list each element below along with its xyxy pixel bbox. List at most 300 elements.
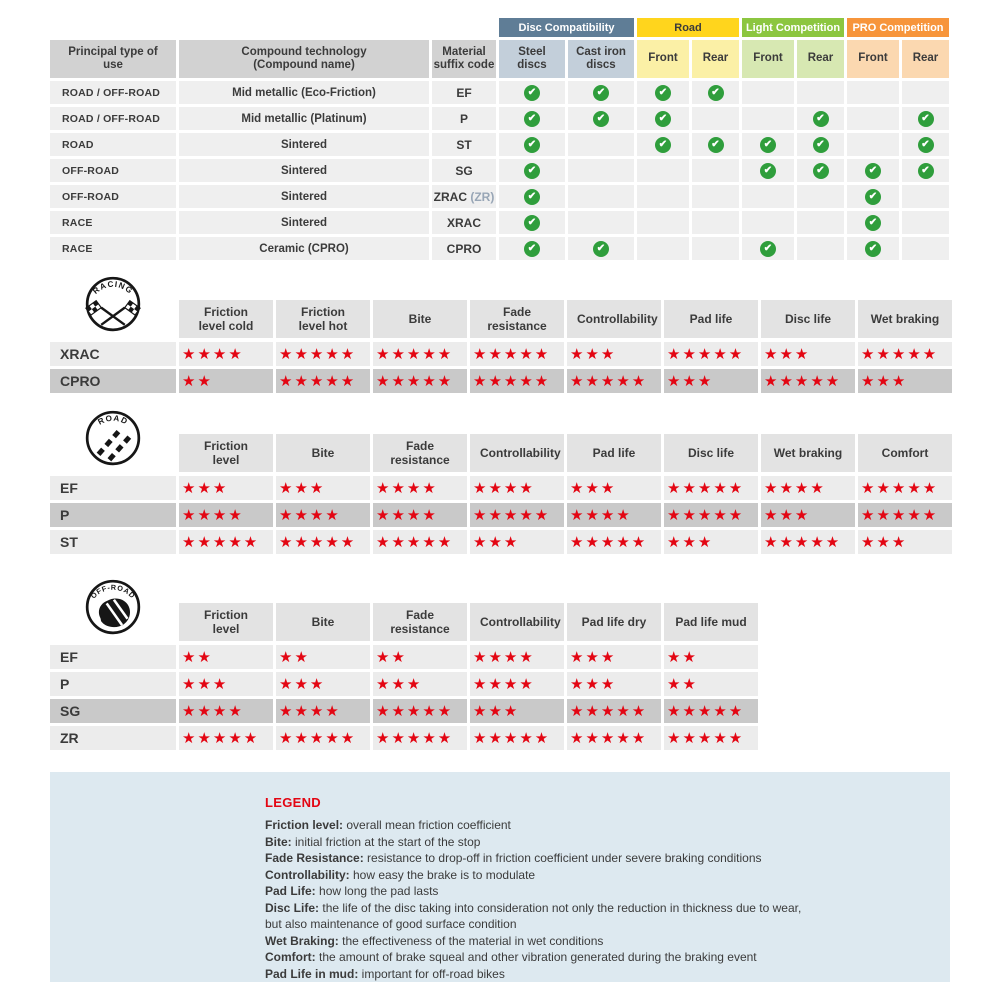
offroad-mud-icon bbox=[84, 578, 142, 636]
legend-item bbox=[265, 850, 920, 867]
legend-term: Friction level: bbox=[265, 818, 347, 832]
racing-icon-label: RACING bbox=[91, 279, 135, 296]
check-cell bbox=[637, 185, 689, 208]
svg-text:OFF-ROAD bbox=[89, 583, 138, 601]
legend-term: Comfort: bbox=[265, 950, 319, 964]
star-rating: ★★★★★ bbox=[470, 342, 564, 366]
rating-column-header bbox=[664, 434, 758, 472]
header-label: Cast iron discs bbox=[576, 45, 626, 71]
star-rating: ★★ bbox=[664, 672, 758, 696]
check-cell bbox=[499, 107, 565, 130]
check-cell bbox=[742, 159, 794, 182]
header-label: Friction level bbox=[204, 607, 248, 636]
racing-table bbox=[50, 300, 949, 393]
header-label: Controllability bbox=[577, 311, 658, 326]
check-cell bbox=[742, 107, 794, 130]
check-cell bbox=[692, 159, 739, 182]
compound-cell: Sintered bbox=[179, 133, 429, 156]
check-cell bbox=[797, 81, 844, 104]
star-rating: ★★★★★ bbox=[276, 726, 370, 750]
table-row bbox=[50, 530, 949, 554]
legend-item bbox=[265, 883, 920, 900]
legend-desc: overall mean friction coefficient bbox=[346, 818, 511, 832]
check-icon: ✔ bbox=[655, 85, 671, 101]
check-icon: ✔ bbox=[865, 163, 881, 179]
header-label: Pad life dry bbox=[581, 614, 647, 629]
legend-items bbox=[265, 817, 920, 982]
offroad-icon-label: OFF-ROAD bbox=[88, 582, 138, 601]
star-rating: ★★★ bbox=[179, 476, 273, 500]
code-cell bbox=[432, 237, 496, 260]
road-table bbox=[50, 434, 949, 554]
check-cell bbox=[637, 159, 689, 182]
row-label: XRAC bbox=[50, 342, 176, 366]
star-rating: ★★★★★ bbox=[858, 503, 952, 527]
table-row bbox=[50, 185, 949, 208]
road-icon-label: ROAD bbox=[96, 413, 130, 427]
header-label: Front bbox=[648, 52, 678, 65]
star-rating: ★★★★★ bbox=[761, 369, 855, 393]
compat-subheader-disc bbox=[568, 40, 634, 78]
check-cell bbox=[568, 81, 634, 104]
star-rating: ★★★★ bbox=[373, 503, 467, 527]
table-row bbox=[50, 672, 949, 696]
check-icon: ✔ bbox=[524, 241, 540, 257]
check-cell bbox=[692, 107, 739, 130]
check-icon: ✔ bbox=[865, 189, 881, 205]
check-cell bbox=[902, 159, 949, 182]
header-label: Material suffix code bbox=[433, 45, 495, 71]
row-label: ST bbox=[50, 530, 176, 554]
legend-item bbox=[265, 834, 920, 851]
check-cell bbox=[637, 81, 689, 104]
rating-column-header bbox=[179, 300, 273, 338]
header-label: Controllability bbox=[480, 445, 561, 460]
check-cell bbox=[902, 81, 949, 104]
table-row bbox=[50, 211, 949, 234]
legend-item bbox=[265, 900, 920, 917]
legend-desc: initial friction at the start of the stop bbox=[295, 834, 481, 849]
compound-cell: Mid metallic (Platinum) bbox=[179, 107, 429, 130]
compound-cell: Sintered bbox=[179, 159, 429, 182]
header-label: Friction level bbox=[204, 438, 248, 467]
compat-column-header bbox=[432, 40, 496, 78]
star-rating: ★★★★★ bbox=[373, 369, 467, 393]
check-cell bbox=[499, 133, 565, 156]
rating-column-header bbox=[470, 603, 564, 641]
rating-column-header bbox=[567, 300, 661, 338]
table-row bbox=[50, 81, 949, 104]
table-row bbox=[50, 133, 949, 156]
check-cell bbox=[847, 81, 899, 104]
check-cell bbox=[847, 133, 899, 156]
header-label: Pad life bbox=[689, 311, 733, 326]
check-cell bbox=[568, 133, 634, 156]
check-cell bbox=[499, 211, 565, 234]
star-rating: ★★★ bbox=[567, 645, 661, 669]
check-icon: ✔ bbox=[918, 111, 934, 127]
use-cell: OFF-ROAD bbox=[50, 159, 176, 182]
check-icon: ✔ bbox=[524, 85, 540, 101]
header-label: Controllability bbox=[480, 614, 561, 629]
table-row bbox=[50, 503, 949, 527]
header-label: Wet braking bbox=[870, 311, 940, 326]
check-cell bbox=[568, 185, 634, 208]
table-row bbox=[50, 476, 949, 500]
check-icon: ✔ bbox=[593, 85, 609, 101]
compat-subheader-row bbox=[50, 40, 949, 78]
star-rating: ★★★ bbox=[858, 530, 952, 554]
check-cell bbox=[797, 159, 844, 182]
check-icon: ✔ bbox=[655, 137, 671, 153]
compat-subheader-road bbox=[692, 40, 739, 78]
star-rating: ★★ bbox=[373, 645, 467, 669]
header-label: Rear bbox=[912, 52, 939, 65]
star-rating: ★★★★ bbox=[179, 503, 273, 527]
legend-desc: the life of the disc taking into consideration not only the reduction in thickness due to wear, bbox=[322, 900, 802, 915]
check-cell bbox=[902, 185, 949, 208]
header-label: Wet braking bbox=[773, 445, 843, 460]
rating-header-row bbox=[50, 300, 949, 338]
check-icon: ✔ bbox=[593, 111, 609, 127]
compound-cell: Ceramic (CPRO) bbox=[179, 237, 429, 260]
star-rating: ★★★★★ bbox=[470, 369, 564, 393]
star-rating: ★★★★★ bbox=[567, 699, 661, 723]
rating-column-header bbox=[664, 603, 758, 641]
star-rating: ★★★★★ bbox=[276, 369, 370, 393]
compat-body bbox=[50, 81, 949, 260]
legend-desc: but also maintenance of good surface condition bbox=[265, 917, 517, 931]
check-cell bbox=[637, 237, 689, 260]
compat-subheader-pro bbox=[847, 40, 899, 78]
rating-column-header bbox=[470, 434, 564, 472]
legend-item bbox=[265, 949, 920, 966]
compound-cell: Mid metallic (Eco-Friction) bbox=[179, 81, 429, 104]
star-rating: ★★ bbox=[276, 645, 370, 669]
check-cell bbox=[499, 185, 565, 208]
compat-group-header-row bbox=[50, 18, 949, 37]
star-rating: ★★★★★ bbox=[179, 530, 273, 554]
check-icon: ✔ bbox=[865, 241, 881, 257]
compat-group-spacer bbox=[50, 18, 496, 37]
legend-term: Wet Braking: bbox=[265, 933, 343, 948]
check-cell bbox=[742, 133, 794, 156]
table-row bbox=[50, 107, 949, 130]
rating-column-header bbox=[373, 300, 467, 338]
star-rating: ★★★ bbox=[567, 342, 661, 366]
check-cell bbox=[568, 159, 634, 182]
header-label: Fade resistance bbox=[390, 438, 450, 467]
check-cell bbox=[568, 237, 634, 260]
star-rating: ★★★ bbox=[179, 672, 273, 696]
rating-column-header bbox=[276, 434, 370, 472]
star-rating: ★★★★ bbox=[470, 476, 564, 500]
star-rating: ★★★ bbox=[567, 476, 661, 500]
check-cell bbox=[742, 237, 794, 260]
rating-column-header bbox=[761, 300, 855, 338]
rating-column-header bbox=[858, 300, 952, 338]
table-row bbox=[50, 159, 949, 182]
header-label: Disc life bbox=[687, 445, 735, 460]
table-row bbox=[50, 726, 949, 750]
star-rating: ★★★★★ bbox=[858, 342, 952, 366]
check-cell bbox=[797, 211, 844, 234]
check-icon: ✔ bbox=[760, 163, 776, 179]
check-cell bbox=[499, 81, 565, 104]
offroad-table bbox=[50, 603, 949, 750]
header-label: Steel discs bbox=[517, 45, 547, 71]
legend-term: Disc Life: bbox=[265, 900, 323, 915]
road-dashes-icon bbox=[84, 409, 142, 467]
rating-column-header bbox=[567, 603, 661, 641]
check-cell bbox=[637, 211, 689, 234]
rating-column-header bbox=[470, 300, 564, 338]
header-label: Front bbox=[753, 52, 783, 65]
legend-desc: the effectiveness of the material in wet conditions bbox=[342, 933, 604, 948]
check-cell bbox=[637, 133, 689, 156]
check-icon: ✔ bbox=[524, 163, 540, 179]
star-rating: ★★★★★ bbox=[858, 476, 952, 500]
rating-column-header bbox=[179, 434, 273, 472]
header-label: Disc life bbox=[784, 311, 832, 326]
star-rating: ★★★ bbox=[470, 699, 564, 723]
star-rating: ★★★ bbox=[567, 672, 661, 696]
row-label: EF bbox=[50, 476, 176, 500]
use-cell: ROAD bbox=[50, 133, 176, 156]
star-rating: ★★★★★ bbox=[664, 476, 758, 500]
header-label: Friction level hot bbox=[298, 304, 348, 333]
check-cell bbox=[847, 159, 899, 182]
check-cell bbox=[499, 159, 565, 182]
road-section bbox=[50, 413, 949, 557]
header-label: Pad life bbox=[592, 445, 636, 460]
code-text: EF bbox=[456, 85, 472, 100]
table-row bbox=[50, 645, 949, 669]
use-cell: ROAD / OFF-ROAD bbox=[50, 81, 176, 104]
star-rating: ★★★★★ bbox=[276, 530, 370, 554]
check-cell bbox=[902, 211, 949, 234]
star-rating: ★★★★ bbox=[373, 476, 467, 500]
group-header-pro: PRO Competition bbox=[847, 18, 949, 37]
header-label: Bite bbox=[408, 311, 432, 326]
check-cell bbox=[847, 107, 899, 130]
compat-column-header bbox=[179, 40, 429, 78]
header-label: Pad life mud bbox=[675, 614, 747, 629]
star-rating: ★★★★ bbox=[276, 699, 370, 723]
check-cell bbox=[847, 211, 899, 234]
star-rating: ★★ bbox=[664, 645, 758, 669]
rating-column-header bbox=[276, 300, 370, 338]
header-label: Friction level cold bbox=[198, 304, 254, 333]
star-rating: ★★★★★ bbox=[373, 699, 467, 723]
header-label: Bite bbox=[311, 614, 335, 629]
check-cell bbox=[692, 185, 739, 208]
check-cell bbox=[797, 185, 844, 208]
star-rating: ★★★★★ bbox=[470, 726, 564, 750]
check-icon: ✔ bbox=[813, 111, 829, 127]
rating-column-header bbox=[276, 603, 370, 641]
check-cell bbox=[902, 133, 949, 156]
check-cell bbox=[797, 107, 844, 130]
header-label: Bite bbox=[311, 445, 335, 460]
check-cell bbox=[499, 237, 565, 260]
group-header-light: Light Competition bbox=[742, 18, 844, 37]
rating-column-header bbox=[858, 434, 952, 472]
star-rating: ★★★ bbox=[761, 503, 855, 527]
star-rating: ★★ bbox=[179, 645, 273, 669]
star-rating: ★★★★ bbox=[761, 476, 855, 500]
star-rating: ★★★ bbox=[276, 476, 370, 500]
star-rating: ★★★ bbox=[761, 342, 855, 366]
check-icon: ✔ bbox=[813, 163, 829, 179]
code-cell bbox=[432, 159, 496, 182]
legend-item bbox=[265, 867, 920, 884]
legend-item bbox=[265, 966, 920, 983]
group-header-road: Road bbox=[637, 18, 739, 37]
row-label: CPRO bbox=[50, 369, 176, 393]
rating-header-row bbox=[50, 434, 949, 472]
use-cell: OFF-ROAD bbox=[50, 185, 176, 208]
code-cell bbox=[432, 211, 496, 234]
group-header-disc: Disc Compatibility bbox=[499, 18, 634, 37]
check-icon: ✔ bbox=[760, 137, 776, 153]
check-cell bbox=[742, 211, 794, 234]
racing-flags-icon bbox=[84, 275, 142, 333]
header-label: Front bbox=[858, 52, 888, 65]
row-label: P bbox=[50, 503, 176, 527]
header-label: Rear bbox=[807, 52, 834, 65]
rating-column-header bbox=[664, 300, 758, 338]
use-cell: ROAD / OFF-ROAD bbox=[50, 107, 176, 130]
check-icon: ✔ bbox=[708, 85, 724, 101]
star-rating: ★★★ bbox=[858, 369, 952, 393]
star-rating: ★★★★★ bbox=[276, 342, 370, 366]
rating-header-row bbox=[50, 603, 949, 641]
code-text: ZRAC bbox=[433, 189, 467, 204]
star-rating: ★★★★★ bbox=[567, 530, 661, 554]
rating-column-header bbox=[179, 603, 273, 641]
check-icon: ✔ bbox=[865, 215, 881, 231]
offroad-section bbox=[50, 582, 949, 753]
header-label: Fade resistance bbox=[487, 304, 547, 333]
legend-term: Pad Life: bbox=[265, 884, 320, 898]
check-cell bbox=[692, 237, 739, 260]
star-rating: ★★★★★ bbox=[373, 530, 467, 554]
check-cell bbox=[847, 237, 899, 260]
code-text: XRAC bbox=[446, 215, 481, 230]
compatibility-table bbox=[50, 18, 949, 263]
code-text: SG bbox=[455, 163, 473, 178]
code-cell bbox=[432, 185, 496, 208]
code-cell bbox=[432, 133, 496, 156]
row-label: ZR bbox=[50, 726, 176, 750]
header-label: Rear bbox=[702, 52, 729, 65]
legend-item bbox=[265, 817, 920, 834]
row-label: SG bbox=[50, 699, 176, 723]
rating-column-header bbox=[567, 434, 661, 472]
code-text: P bbox=[459, 111, 468, 126]
check-cell bbox=[637, 107, 689, 130]
star-rating: ★★★ bbox=[373, 672, 467, 696]
row-label: EF bbox=[50, 645, 176, 669]
check-cell bbox=[902, 237, 949, 260]
check-cell bbox=[692, 211, 739, 234]
rating-column-header bbox=[373, 603, 467, 641]
legend-item bbox=[265, 933, 920, 950]
star-rating: ★★★★ bbox=[276, 503, 370, 527]
star-rating: ★★★ bbox=[470, 530, 564, 554]
check-icon: ✔ bbox=[708, 137, 724, 153]
check-cell bbox=[692, 81, 739, 104]
legend-term: Fade Resistance: bbox=[265, 851, 368, 865]
code-text: ST bbox=[456, 137, 472, 152]
star-rating: ★★★★★ bbox=[373, 342, 467, 366]
use-cell: RACE bbox=[50, 237, 176, 260]
racing-section bbox=[50, 279, 949, 396]
star-rating: ★★★★★ bbox=[373, 726, 467, 750]
compat-column-header bbox=[50, 40, 176, 78]
legend-desc: how easy the brake is to modulate bbox=[353, 867, 536, 882]
compound-cell: Sintered bbox=[179, 185, 429, 208]
compat-subheader-disc bbox=[499, 40, 565, 78]
compat-subheader-light bbox=[797, 40, 844, 78]
check-icon: ✔ bbox=[593, 241, 609, 257]
code-text: CPRO bbox=[446, 241, 482, 256]
star-rating: ★★★★★ bbox=[664, 699, 758, 723]
check-cell bbox=[902, 107, 949, 130]
check-cell bbox=[742, 81, 794, 104]
rating-column-header bbox=[373, 434, 467, 472]
star-rating: ★★★★★ bbox=[470, 503, 564, 527]
compat-subheader-pro bbox=[902, 40, 949, 78]
check-cell bbox=[847, 185, 899, 208]
legend-desc: how long the pad lasts bbox=[319, 884, 439, 898]
legend-desc: resistance to drop-off in friction coefficient under severe braking conditions bbox=[367, 851, 762, 865]
legend-term: Pad Life in mud: bbox=[265, 966, 362, 981]
check-icon: ✔ bbox=[524, 111, 540, 127]
check-icon: ✔ bbox=[918, 163, 934, 179]
compat-subheader-road bbox=[637, 40, 689, 78]
check-icon: ✔ bbox=[918, 137, 934, 153]
legend-panel bbox=[50, 772, 950, 982]
check-cell bbox=[797, 133, 844, 156]
table-row bbox=[50, 342, 949, 366]
check-cell bbox=[797, 237, 844, 260]
check-icon: ✔ bbox=[524, 189, 540, 205]
legend-term: Controllability: bbox=[265, 867, 353, 882]
star-rating: ★★★★★ bbox=[664, 342, 758, 366]
star-rating: ★★★★★ bbox=[179, 726, 273, 750]
star-rating: ★★★★★ bbox=[664, 726, 758, 750]
compat-subheader-light bbox=[742, 40, 794, 78]
compound-cell: Sintered bbox=[179, 211, 429, 234]
check-icon: ✔ bbox=[524, 137, 540, 153]
use-cell: RACE bbox=[50, 211, 176, 234]
table-row bbox=[50, 237, 949, 260]
star-rating: ★★★★★ bbox=[567, 726, 661, 750]
check-cell bbox=[692, 133, 739, 156]
check-cell bbox=[568, 107, 634, 130]
star-rating: ★★★ bbox=[276, 672, 370, 696]
star-rating: ★★★★★ bbox=[567, 369, 661, 393]
rating-column-header bbox=[761, 434, 855, 472]
code-cell bbox=[432, 107, 496, 130]
table-row bbox=[50, 699, 949, 723]
star-rating: ★★★★ bbox=[470, 645, 564, 669]
star-rating: ★★★ bbox=[664, 369, 758, 393]
star-rating: ★★★★★ bbox=[664, 503, 758, 527]
code-cell bbox=[432, 81, 496, 104]
